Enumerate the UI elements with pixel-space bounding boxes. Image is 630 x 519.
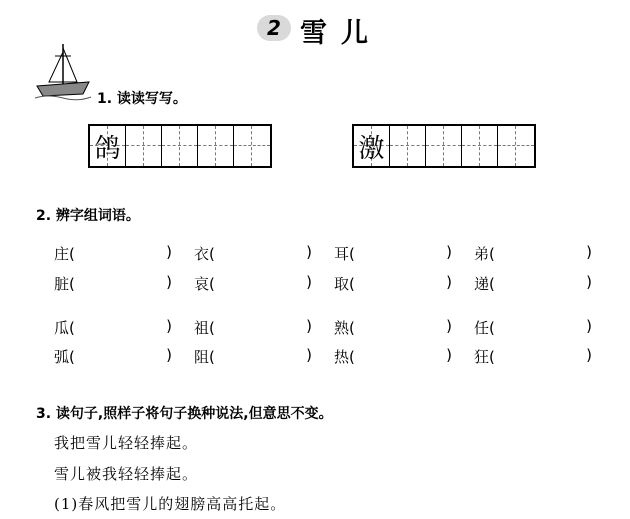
- lesson-number: 2: [267, 16, 281, 40]
- writing-grid-1: [88, 124, 272, 168]
- word-pair-item[interactable]: [474, 273, 592, 294]
- open-paren: (: [349, 245, 355, 263]
- section2-heading: 2. 辨字组词语。: [36, 208, 140, 224]
- open-paren: (: [349, 275, 355, 293]
- item-char: 阻: [194, 348, 210, 366]
- section3-heading: 3. 读句子,照样子将句子换种说法,但意思不变。: [36, 406, 333, 422]
- item-char: 取: [334, 275, 350, 293]
- grid-cell[interactable]: [126, 126, 162, 166]
- word-pair-item[interactable]: [194, 346, 312, 367]
- word-pair-item[interactable]: [334, 273, 452, 294]
- item-char: 狂: [474, 348, 490, 366]
- question-sentence-1: (1)春风把雪儿的翅膀高高托起。: [54, 495, 287, 513]
- lesson-number-badge: [257, 15, 291, 41]
- grid-cell[interactable]: [390, 126, 426, 166]
- open-paren: (: [69, 319, 75, 337]
- item-char: 递: [474, 275, 490, 293]
- word-pair-item[interactable]: [54, 273, 172, 294]
- item-char: 哀: [194, 275, 210, 293]
- example-sentence-2: 雪儿被我轻轻捧起。: [54, 465, 199, 483]
- open-paren: (: [489, 348, 495, 366]
- close-paren: ): [446, 273, 452, 291]
- item-char: 祖: [194, 319, 210, 337]
- word-pair-item[interactable]: [194, 273, 312, 294]
- open-paren: (: [349, 348, 355, 366]
- item-char: 瓜: [54, 319, 70, 337]
- close-paren: ): [446, 243, 452, 261]
- close-paren: ): [586, 273, 592, 291]
- close-paren: ): [586, 243, 592, 261]
- close-paren: ): [446, 317, 452, 335]
- word-pair-item[interactable]: [474, 243, 592, 264]
- writing-grid-2: [352, 124, 536, 168]
- item-char: 脏: [54, 275, 70, 293]
- open-paren: (: [489, 245, 495, 263]
- item-char: 熟: [334, 319, 350, 337]
- grid-cell[interactable]: [234, 126, 270, 166]
- word-pair-item[interactable]: [474, 317, 592, 338]
- section1-heading: 1. 读读写写。: [97, 91, 187, 107]
- open-paren: (: [69, 275, 75, 293]
- close-paren: ): [166, 273, 172, 291]
- close-paren: ): [306, 346, 312, 364]
- word-pair-item[interactable]: [334, 346, 452, 367]
- grid-cell[interactable]: [426, 126, 462, 166]
- example-sentence-1: 我把雪儿轻轻捧起。: [54, 434, 199, 452]
- sailboat-icon: [33, 42, 93, 102]
- open-paren: (: [69, 348, 75, 366]
- open-paren: (: [349, 319, 355, 337]
- item-char: 耳: [334, 245, 350, 263]
- close-paren: ): [166, 317, 172, 335]
- item-char: 热: [334, 348, 350, 366]
- open-paren: (: [69, 245, 75, 263]
- open-paren: (: [489, 275, 495, 293]
- open-paren: (: [209, 348, 215, 366]
- grid-character: 激: [358, 133, 385, 164]
- grid-cell[interactable]: [462, 126, 498, 166]
- close-paren: ): [586, 346, 592, 364]
- word-pair-item[interactable]: [54, 317, 172, 338]
- grid-cell: [354, 126, 390, 166]
- word-pair-item[interactable]: [474, 346, 592, 367]
- close-paren: ): [306, 317, 312, 335]
- word-pair-item[interactable]: [194, 243, 312, 264]
- item-char: 庄: [54, 245, 70, 263]
- grid-cell[interactable]: [198, 126, 234, 166]
- item-char: 衣: [194, 245, 210, 263]
- word-pair-item[interactable]: [194, 317, 312, 338]
- close-paren: ): [166, 346, 172, 364]
- item-char: 任: [474, 319, 490, 337]
- close-paren: ): [306, 243, 312, 261]
- lesson-title: 雪儿: [300, 18, 382, 49]
- open-paren: (: [209, 319, 215, 337]
- open-paren: (: [209, 245, 215, 263]
- close-paren: ): [586, 317, 592, 335]
- open-paren: (: [489, 319, 495, 337]
- close-paren: ): [306, 273, 312, 291]
- close-paren: ): [166, 243, 172, 261]
- grid-cell[interactable]: [498, 126, 534, 166]
- word-pair-item[interactable]: [54, 243, 172, 264]
- item-char: 弟: [474, 245, 490, 263]
- grid-cell[interactable]: [162, 126, 198, 166]
- grid-character: 鸽: [94, 133, 121, 164]
- word-pair-item[interactable]: [334, 243, 452, 264]
- grid-cell: [90, 126, 126, 166]
- word-pair-item[interactable]: [54, 346, 172, 367]
- close-paren: ): [446, 346, 452, 364]
- word-pair-item[interactable]: [334, 317, 452, 338]
- open-paren: (: [209, 275, 215, 293]
- item-char: 弧: [54, 348, 70, 366]
